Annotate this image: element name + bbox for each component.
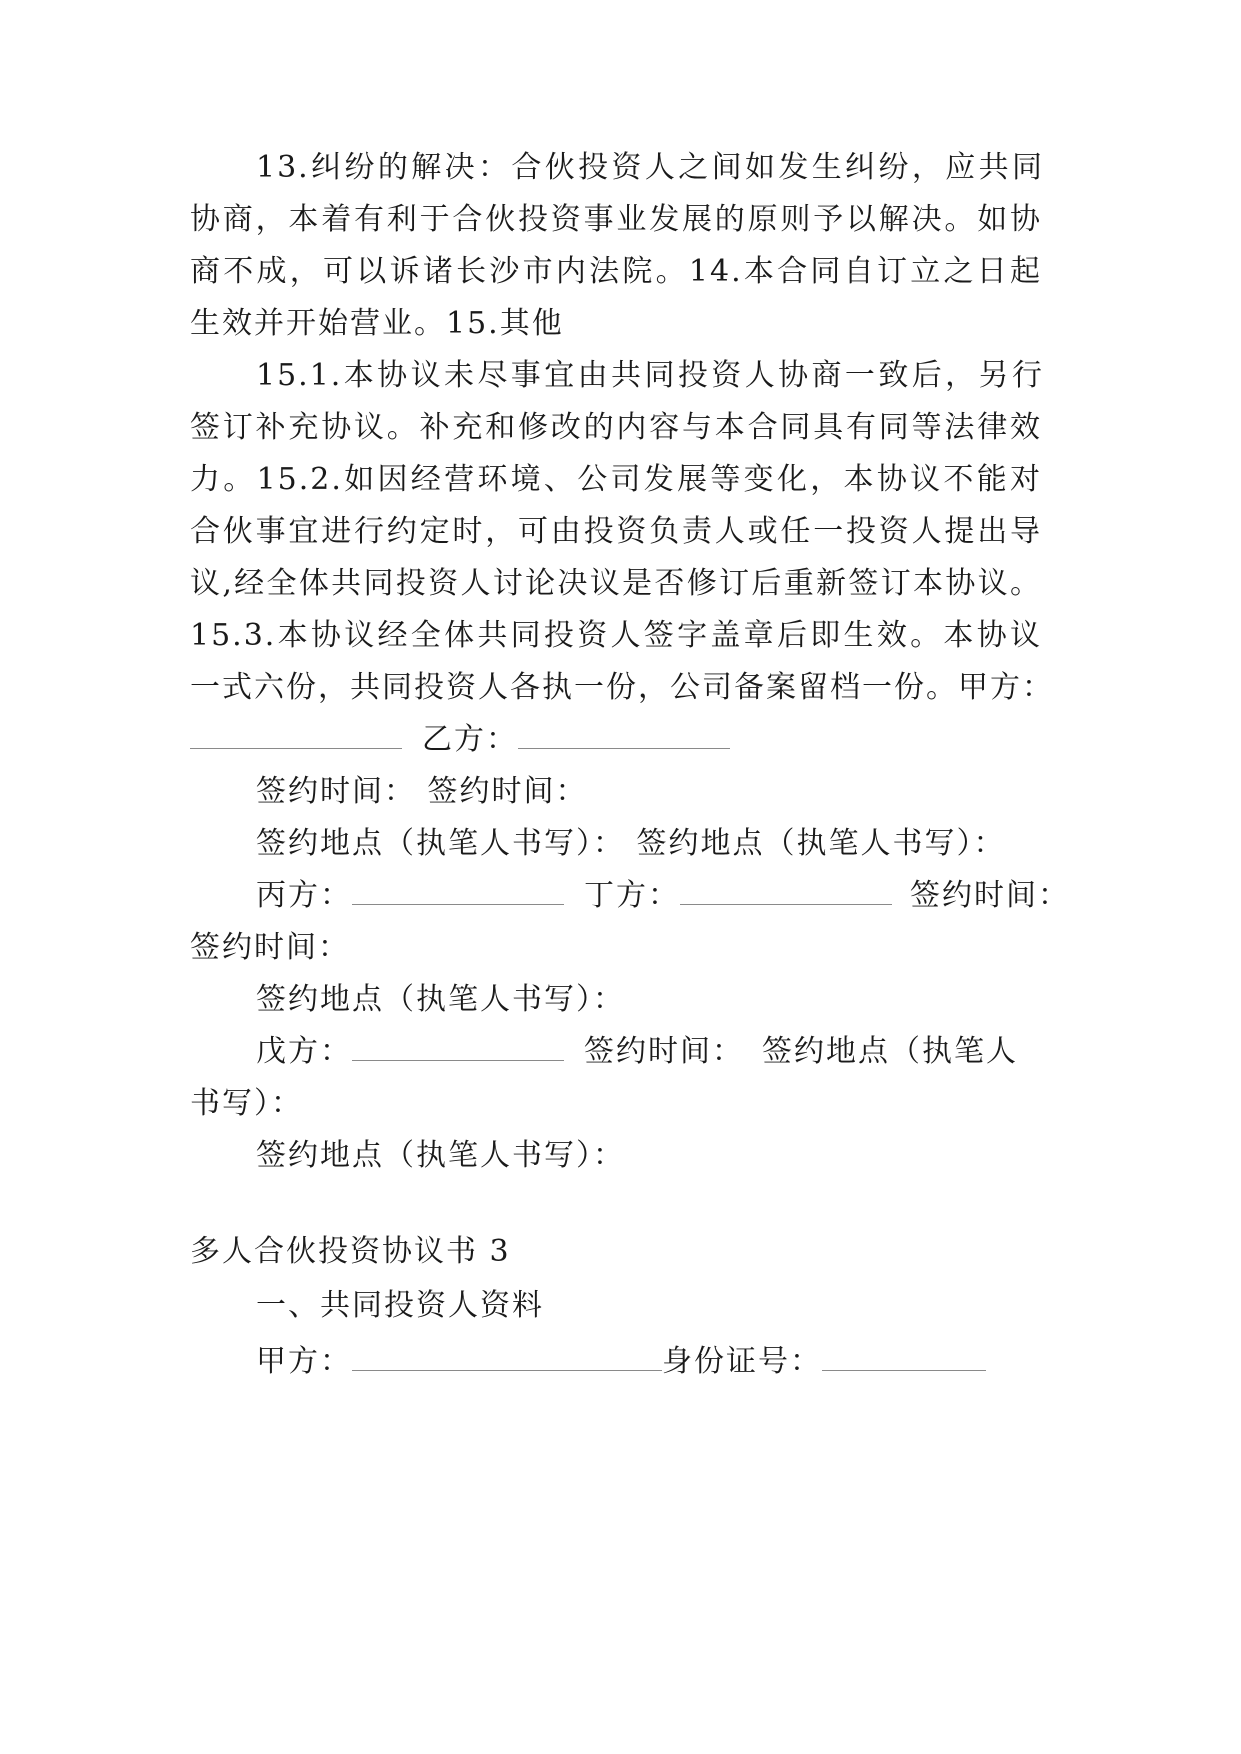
sign-time-after-d: 签约时间： (910, 878, 1070, 913)
clause-15-line-3: 力。15.2.如因经营环境、公司发展等变化，本协议不能对 (190, 462, 1042, 497)
party-e-row (256, 1032, 1018, 1072)
clause-15-line-7: 一式六份，共同投资人各执一份，公司备案留档一份。甲方： (190, 670, 1054, 705)
sign-time-pair: 签约时间： 签约时间： (256, 774, 588, 809)
clause-15-line-2: 签订补充协议。补充和修改的内容与本合同具有同等法律效 (190, 410, 1042, 445)
clause-15-line-5: 议,经全体共同投资人讨论决议是否修订后重新签订本协议。 (190, 566, 1042, 601)
sign-place-single-1: 签约地点（执笔人书写）： (256, 982, 625, 1017)
party-e-blank (352, 1038, 564, 1061)
clause-15-line-6: 15.3.本协议经全体共同投资人签字盖章后即生效。本协议 (190, 618, 1042, 653)
party-c-d-row (256, 876, 1070, 916)
party-e-time: 签约时间： (584, 1034, 744, 1069)
clause-13-line-2: 协商，本着有利于合伙投资事业发展的原则予以解决。如协 (190, 202, 1042, 237)
party-e-place-start: 签约地点（执笔人 (762, 1034, 1018, 1069)
party-c-label: 丙方： (256, 878, 352, 913)
section-3-heading: 一、共同投资人资料 (256, 1288, 544, 1323)
party-a-b-row (190, 720, 730, 760)
clause-15-line-4: 合伙事宜进行约定时，可由投资负责人或任一投资人提出导 (190, 514, 1042, 549)
clause-13-line-4: 生效并开始营业。15.其他 (190, 306, 564, 341)
party-c-blank (352, 882, 564, 905)
party-a-label: 甲方： (256, 1344, 352, 1379)
party-e-label: 戊方： (256, 1034, 352, 1069)
party-a-blank (190, 726, 402, 749)
party-e-place-end: 书写）： (190, 1086, 303, 1121)
clause-13-line-1: 13.纠纷的解决：合伙投资人之间如发生纠纷，应共同 (256, 150, 1044, 185)
sign-place-single-2: 签约地点（执笔人书写）： (256, 1138, 625, 1173)
party-b-label: 乙方： (422, 722, 518, 757)
party-a-name-blank (352, 1348, 662, 1371)
clause-15-line-1: 15.1.本协议未尽事宜由共同投资人协商一致后，另行 (256, 358, 1044, 393)
party-d-label: 丁方： (584, 878, 680, 913)
id-number-label: 身份证号： (662, 1344, 822, 1379)
party-b-blank (518, 726, 730, 749)
id-number-blank (822, 1348, 986, 1371)
party-d-blank (680, 882, 892, 905)
section-3-title: 多人合伙投资协议书 3 (190, 1234, 511, 1269)
party-a-id-row (256, 1342, 986, 1382)
sign-place-pair: 签约地点（执笔人书写）： 签约地点（执笔人书写）： (256, 826, 1006, 861)
sign-time-single: 签约时间： (190, 930, 350, 965)
clause-13-line-3: 商不成，可以诉诸长沙市内法院。14.本合同自订立之日起 (190, 254, 1042, 289)
